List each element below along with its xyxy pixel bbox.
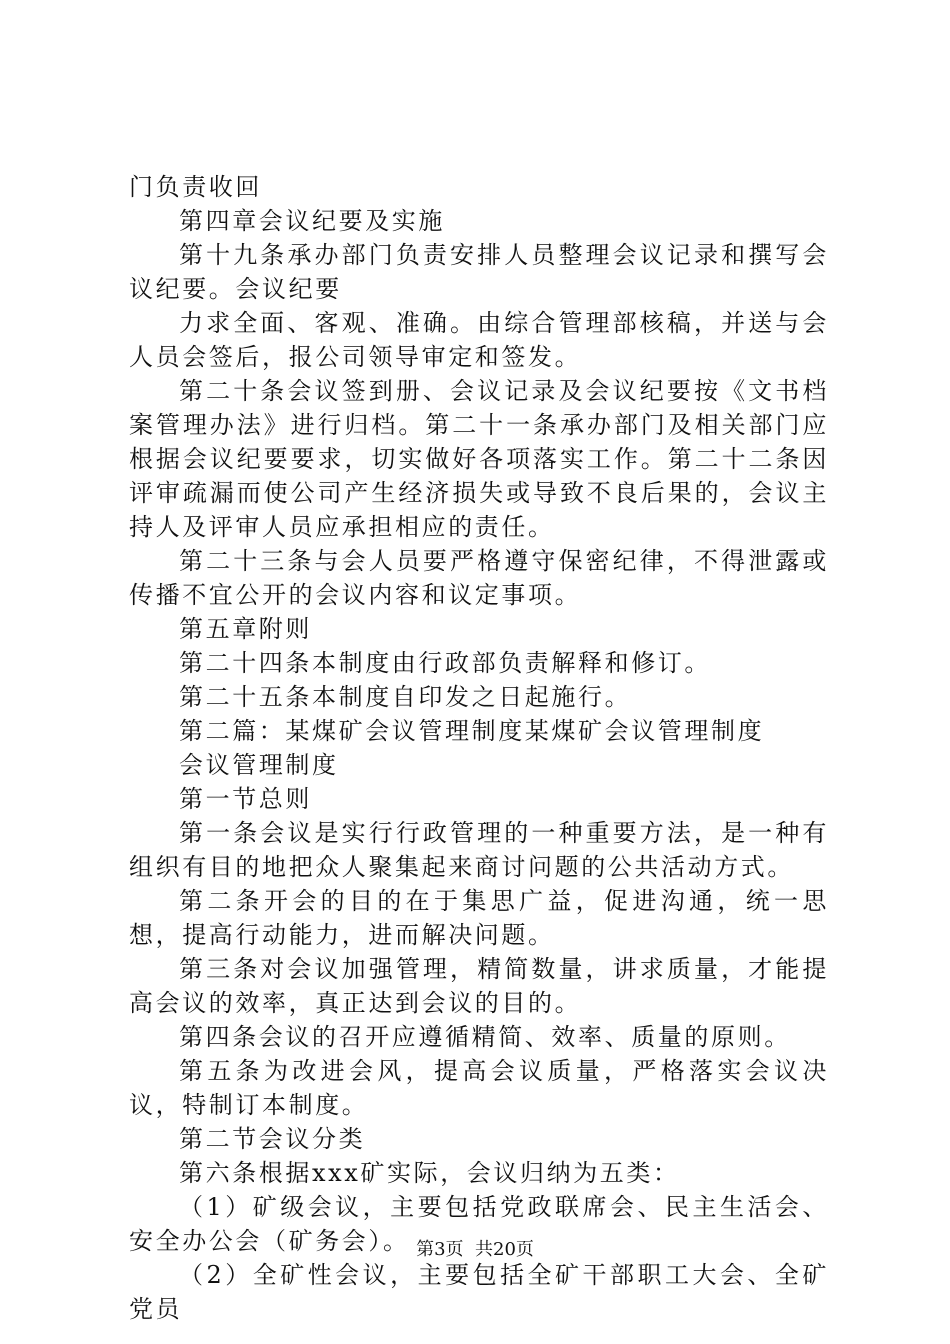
paragraph: 第十九条承办部门负责安排人员整理会议记录和撰写会议纪要。会议纪要 [129, 241, 829, 303]
paragraph: 第五条为改进会风，提高会议质量，严格落实会议决议，特制订本制度。 [129, 1057, 829, 1119]
paragraph: 门负责收回 [129, 173, 262, 201]
paragraph: 第五章附则 [179, 615, 312, 643]
document-body [129, 170, 829, 1326]
paragraph: 力求全面、客观、准确。由综合管理部核稿，并送与会人员会签后，报公司领导审定和签发。 [129, 309, 829, 371]
paragraph: 第六条根据xxx矿实际，会议归纳为五类： [179, 1159, 680, 1187]
paragraph: 第四章会议纪要及实施 [179, 207, 445, 235]
paragraph: 第四条会议的召开应遵循精简、效率、质量的原则。 [179, 1023, 791, 1051]
paragraph: 第三条对会议加强管理，精简数量，讲求质量，才能提高会议的效率，真正达到会议的目的。 [129, 955, 829, 1017]
paragraph: （1）矿级会议，主要包括党政联席会、民主生活会、安全办公会（矿务会）。 [129, 1193, 829, 1255]
paragraph: 第二条开会的目的在于集思广益，促进沟通，统一思想，提高行动能力，进而解决问题。 [129, 887, 829, 949]
paragraph: 第二篇：某煤矿会议管理制度某煤矿会议管理制度 [179, 717, 765, 745]
paragraph: 第二十四条本制度由行政部负责解释和修订。 [179, 649, 711, 677]
page-footer [0, 1238, 950, 1262]
paragraph: 会议管理制度 [179, 751, 339, 779]
page-number-label: 第3页 共20页 [416, 1239, 534, 1260]
paragraph: 第二节会议分类 [179, 1125, 366, 1153]
paragraph: 第一条会议是实行行政管理的一种重要方法，是一种有组织有目的地把众人聚集起来商讨问题的公共活动方式。 [129, 819, 829, 881]
paragraph: 第二十条会议签到册、会议记录及会议纪要按《文书档案管理办法》进行归档。第二十一条承办部门及相关部门应根据会议纪要要求，切实做好各项落实工作。第二十二条因评审疏漏而使公司产生经济损失或导致不良后果的，会议主持人及评审人员应承担相应的责任。 [129, 377, 829, 541]
paragraph: 第二十五条本制度自印发之日起施行。 [179, 683, 632, 711]
paragraph: 第一节总则 [179, 785, 312, 813]
paragraph: （2）全矿性会议，主要包括全矿干部职工大会、全矿党员 [129, 1261, 829, 1323]
paragraph: 第二十三条与会人员要严格遵守保密纪律，不得泄露或传播不宜公开的会议内容和议定事项。 [129, 547, 829, 609]
